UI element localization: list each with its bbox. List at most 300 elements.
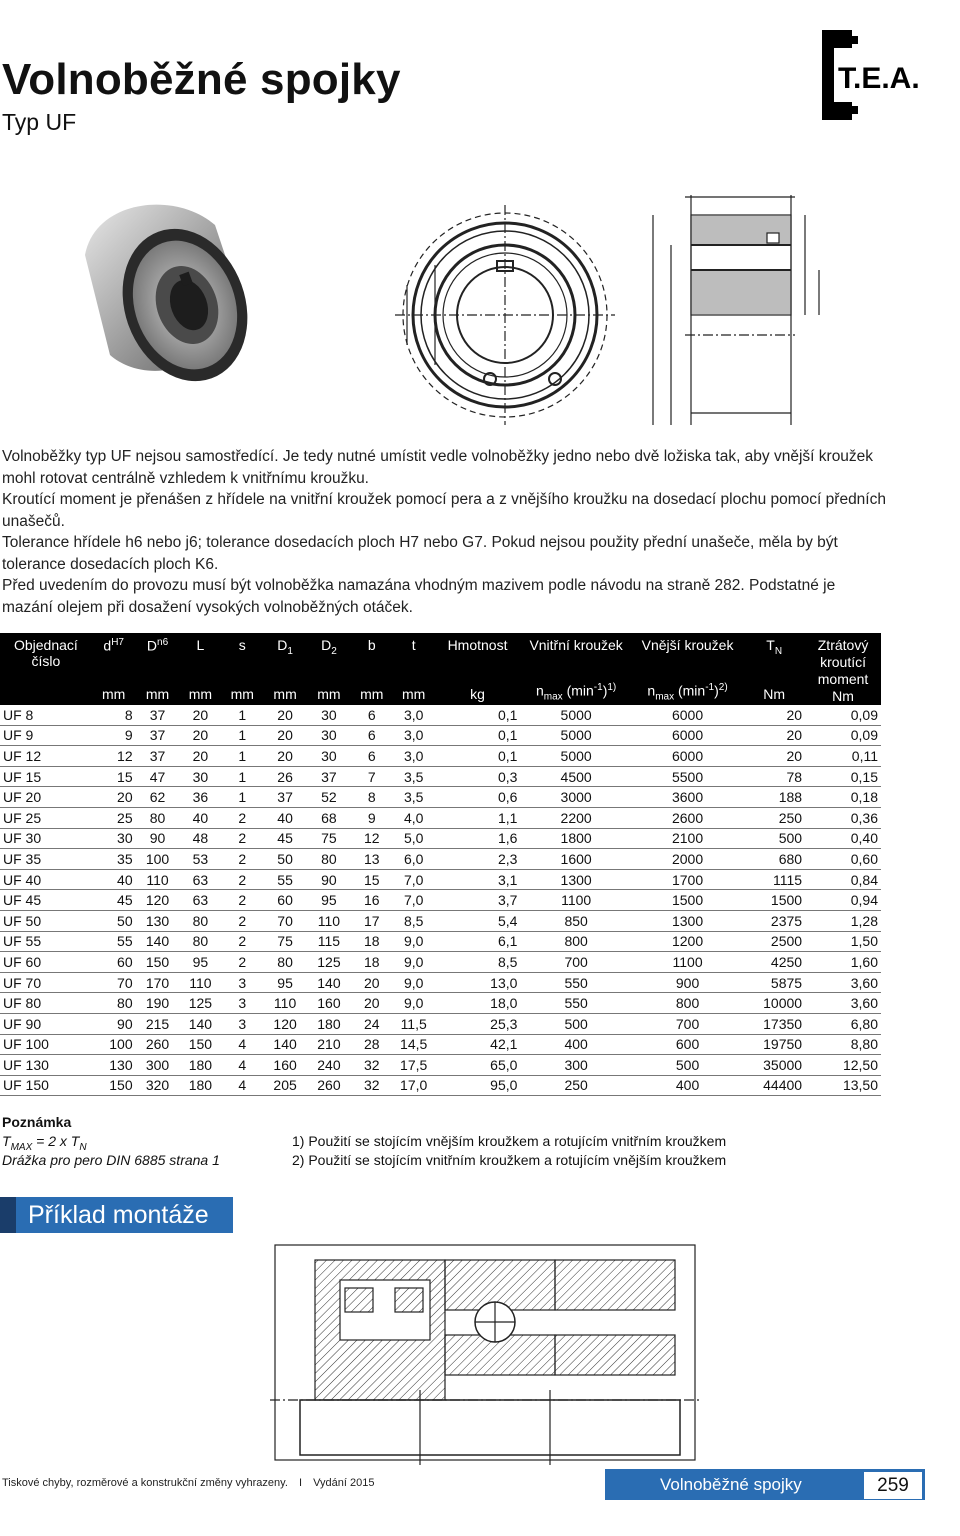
- page-subtitle: Typ UF: [2, 109, 77, 135]
- unit-L: mm: [179, 669, 221, 705]
- table-cell: 25: [92, 807, 136, 828]
- table-cell: 215: [136, 1013, 180, 1034]
- col-t: t: [393, 633, 435, 669]
- table-cell: 1700: [632, 869, 743, 890]
- table-cell: 6,80: [805, 1013, 881, 1034]
- table-cell: 110: [263, 993, 307, 1014]
- table-cell: 80: [179, 910, 221, 931]
- table-cell: 500: [520, 1013, 631, 1034]
- col-b: b: [351, 633, 393, 669]
- table-cell: 80: [92, 993, 136, 1014]
- page-title: Volnoběžné spojky: [2, 55, 401, 104]
- table-row: [0, 993, 881, 1014]
- table-cell: 1,1: [435, 807, 521, 828]
- col-order-number: Objednací číslo: [0, 633, 92, 705]
- intro-paragraph: Tolerance hřídele h6 nebo j6; tolerance dosedacích ploch H7 nebo G7. Pokud nejsou použity přední unašeče, měla by být tolerance dosedacích ploch K6.: [2, 534, 838, 573]
- unit-tn: Nm: [743, 669, 805, 705]
- tmax-formula: $T_{MAX} = 2$ x $T_N$: [2, 1133, 87, 1153]
- table-cell: 320: [136, 1075, 180, 1096]
- table-cell: 180: [179, 1055, 221, 1076]
- table-cell: 3,5: [393, 766, 435, 787]
- table-cell: 6: [351, 746, 393, 767]
- table-cell: 2: [221, 931, 263, 952]
- table-cell: 26: [263, 766, 307, 787]
- footnote-1: 1) Použití se stojícím vnějším kroužkem a rotujícím vnitřním kroužkem: [292, 1133, 727, 1149]
- table-cell: 1800: [520, 828, 631, 849]
- table-cell: 1115: [743, 869, 805, 890]
- unit-d: mm: [92, 669, 136, 705]
- table-cell: 500: [743, 828, 805, 849]
- order-number-cell: UF 60: [0, 952, 92, 973]
- tea-logo: [822, 30, 930, 120]
- table-cell: 3,0: [393, 746, 435, 767]
- table-cell: 680: [743, 849, 805, 870]
- footnote-2: 2) Použití se stojícím vnitřním kroužkem a rotujícím vnějším kroužkem: [292, 1152, 727, 1168]
- table-cell: 35000: [743, 1055, 805, 1076]
- table-cell: 40: [263, 807, 307, 828]
- table-cell: 6000: [632, 705, 743, 725]
- table-cell: 250: [520, 1075, 631, 1096]
- table-cell: 2600: [632, 807, 743, 828]
- table-cell: 13: [351, 849, 393, 870]
- table-row: [0, 807, 881, 828]
- footer-disclaimer: Tiskové chyby, rozměrové a konstrukční změny vyhrazeny. I Vydání 2015: [2, 1477, 375, 1489]
- table-cell: 0,84: [805, 869, 881, 890]
- table-cell: 95: [307, 890, 351, 911]
- table-cell: 20: [179, 725, 221, 746]
- table-cell: 63: [179, 890, 221, 911]
- order-number-cell: UF 70: [0, 972, 92, 993]
- table-cell: 90: [307, 869, 351, 890]
- table-cell: 0,1: [435, 705, 521, 725]
- table-cell: 60: [92, 952, 136, 973]
- specs-table: [0, 633, 881, 1096]
- table-cell: 6000: [632, 725, 743, 746]
- table-cell: 3: [221, 972, 263, 993]
- table-cell: 100: [136, 849, 180, 870]
- table-cell: 4: [221, 1034, 263, 1055]
- table-cell: 2: [221, 890, 263, 911]
- table-cell: 110: [179, 972, 221, 993]
- table-cell: 3,1: [435, 869, 521, 890]
- table-cell: 20: [263, 725, 307, 746]
- table-cell: 3: [221, 993, 263, 1014]
- order-number-cell: UF 9: [0, 725, 92, 746]
- table-cell: 210: [307, 1034, 351, 1055]
- table-cell: 4250: [743, 952, 805, 973]
- table-cell: 550: [520, 993, 631, 1014]
- table-cell: 250: [743, 807, 805, 828]
- table-cell: 80: [263, 952, 307, 973]
- table-cell: 3: [221, 1013, 263, 1034]
- intro-paragraph: Volnoběžky typ UF nejsou samostředící. Je tedy nutné umístit vedle volnoběžky jedno nebo dvě ložiska tak, aby vnější kroužek mohl rotovat centrálně vzhledem k vnitřnímu kroužku.: [2, 448, 874, 487]
- table-cell: 44400: [743, 1075, 805, 1096]
- specs-table-body: [0, 705, 881, 1096]
- table-cell: 1300: [632, 910, 743, 931]
- table-row: [0, 1075, 881, 1096]
- col-L: L: [179, 633, 221, 669]
- table-cell: 70: [263, 910, 307, 931]
- table-cell: 18: [351, 952, 393, 973]
- table-cell: 12,50: [805, 1055, 881, 1076]
- unit-inner-ring: $n_{max}$ $(\min^{-1})^{1)}$: [520, 669, 631, 705]
- table-cell: 12: [92, 746, 136, 767]
- table-cell: 68: [307, 807, 351, 828]
- order-number-cell: UF 25: [0, 807, 92, 828]
- table-cell: 6: [351, 725, 393, 746]
- table-cell: 19750: [743, 1034, 805, 1055]
- table-cell: 17,0: [393, 1075, 435, 1096]
- table-cell: 20: [179, 746, 221, 767]
- table-cell: 8: [351, 787, 393, 808]
- keyway-note: Drážka pro pero DIN 6885 strana 1: [2, 1152, 220, 1168]
- table-cell: 1: [221, 705, 263, 725]
- table-cell: 28: [351, 1034, 393, 1055]
- table-cell: 2: [221, 910, 263, 931]
- table-cell: 8,5: [393, 910, 435, 931]
- table-cell: 5000: [520, 705, 631, 725]
- table-cell: 35: [92, 849, 136, 870]
- table-cell: 550: [520, 972, 631, 993]
- table-cell: 48: [179, 828, 221, 849]
- table-cell: 1,28: [805, 910, 881, 931]
- table-row: [0, 952, 881, 973]
- table-cell: 78: [743, 766, 805, 787]
- table-cell: 5000: [520, 725, 631, 746]
- table-cell: 0,11: [805, 746, 881, 767]
- table-cell: 80: [307, 849, 351, 870]
- table-cell: 140: [136, 931, 180, 952]
- table-cell: 53: [179, 849, 221, 870]
- intro-paragraph: Kroutící moment je přenášen z hřídele na vnitřní kroužek pomocí pera a z vnějšího kroužku na dosedací plochu pomocí předních unašečů.: [2, 491, 886, 530]
- col-weight: Hmotnost: [435, 633, 521, 669]
- table-row: [0, 828, 881, 849]
- table-cell: 65,0: [435, 1055, 521, 1076]
- table-cell: 95: [179, 952, 221, 973]
- table-cell: 5500: [632, 766, 743, 787]
- table-cell: 25,3: [435, 1013, 521, 1034]
- unit-b: mm: [351, 669, 393, 705]
- table-cell: 20: [263, 746, 307, 767]
- table-cell: 180: [307, 1013, 351, 1034]
- table-cell: 20: [743, 746, 805, 767]
- table-cell: 240: [307, 1055, 351, 1076]
- table-cell: 55: [263, 869, 307, 890]
- table-cell: 80: [179, 931, 221, 952]
- table-cell: 4: [221, 1055, 263, 1076]
- mounting-example-drawing: [270, 1240, 700, 1465]
- table-cell: 7: [351, 766, 393, 787]
- technical-drawing: [395, 185, 835, 430]
- table-cell: 5,4: [435, 910, 521, 931]
- table-cell: 15: [92, 766, 136, 787]
- order-number-cell: UF 90: [0, 1013, 92, 1034]
- table-row: [0, 972, 881, 993]
- table-cell: 36: [179, 787, 221, 808]
- table-cell: 180: [179, 1075, 221, 1096]
- table-cell: 14,5: [393, 1034, 435, 1055]
- table-cell: 115: [307, 931, 351, 952]
- table-cell: 4: [221, 1075, 263, 1096]
- table-cell: 20: [263, 705, 307, 725]
- table-row: [0, 931, 881, 952]
- notes: [2, 1113, 902, 1170]
- notes-heading: Poznámka: [2, 1114, 72, 1130]
- table-cell: 9: [92, 725, 136, 746]
- table-cell: 16: [351, 890, 393, 911]
- unit-outer-ring: $n_{max}$ $(\min^{-1})^{2)}$: [632, 669, 743, 705]
- table-cell: 3000: [520, 787, 631, 808]
- table-cell: 150: [179, 1034, 221, 1055]
- page-number: 259: [863, 1471, 923, 1500]
- table-cell: 90: [92, 1013, 136, 1034]
- table-cell: 800: [632, 993, 743, 1014]
- table-cell: 125: [179, 993, 221, 1014]
- table-cell: 9,0: [393, 993, 435, 1014]
- order-number-cell: UF 12: [0, 746, 92, 767]
- table-cell: 62: [136, 787, 180, 808]
- col-s: s: [221, 633, 263, 669]
- table-cell: 400: [632, 1075, 743, 1096]
- table-cell: 2000: [632, 849, 743, 870]
- table-row: [0, 910, 881, 931]
- footer-section-title: Volnoběžné spojky: [660, 1475, 802, 1494]
- order-number-cell: UF 15: [0, 766, 92, 787]
- table-cell: 6,0: [393, 849, 435, 870]
- order-number-cell: UF 100: [0, 1034, 92, 1055]
- intro-paragraph: Před uvedením do provozu musí být volnoběžka namazána vhodným mazivem podle návodu na straně 282. Podstatné je mazání olejem při dosažení vysokých volnoběžných otáček.: [2, 577, 836, 616]
- table-cell: 37: [136, 705, 180, 725]
- table-row: [0, 766, 881, 787]
- table-cell: 18,0: [435, 993, 521, 1014]
- order-number-cell: UF 55: [0, 931, 92, 952]
- table-cell: 100: [92, 1034, 136, 1055]
- table-cell: 32: [351, 1075, 393, 1096]
- table-cell: 1,6: [435, 828, 521, 849]
- table-cell: 3,60: [805, 972, 881, 993]
- table-cell: 3,7: [435, 890, 521, 911]
- table-cell: 8,80: [805, 1034, 881, 1055]
- table-cell: 20: [743, 725, 805, 746]
- example-heading-marker: [0, 1197, 16, 1233]
- col-D: $D^{n6}$: [136, 633, 180, 669]
- order-number-cell: UF 50: [0, 910, 92, 931]
- table-cell: 130: [92, 1055, 136, 1076]
- table-cell: 600: [632, 1034, 743, 1055]
- col-outer-ring: Vnější kroužek: [632, 633, 743, 669]
- table-cell: 0,60: [805, 849, 881, 870]
- table-cell: 140: [263, 1034, 307, 1055]
- table-cell: 37: [263, 787, 307, 808]
- table-row: [0, 787, 881, 808]
- table-cell: 3,60: [805, 993, 881, 1014]
- table-cell: 5,0: [393, 828, 435, 849]
- table-cell: 20: [351, 972, 393, 993]
- table-cell: 30: [92, 828, 136, 849]
- table-cell: 2,3: [435, 849, 521, 870]
- table-row: [0, 1013, 881, 1034]
- table-cell: 1,50: [805, 931, 881, 952]
- table-cell: 1600: [520, 849, 631, 870]
- table-cell: 3,0: [393, 705, 435, 725]
- table-cell: 10000: [743, 993, 805, 1014]
- table-cell: 18: [351, 931, 393, 952]
- order-number-cell: UF 130: [0, 1055, 92, 1076]
- table-cell: 7,0: [393, 890, 435, 911]
- table-cell: 150: [92, 1075, 136, 1096]
- table-cell: 260: [136, 1034, 180, 1055]
- table-cell: 0,09: [805, 705, 881, 725]
- table-cell: 17350: [743, 1013, 805, 1034]
- table-cell: 6,1: [435, 931, 521, 952]
- table-cell: 300: [520, 1055, 631, 1076]
- order-number-cell: UF 150: [0, 1075, 92, 1096]
- table-row: [0, 869, 881, 890]
- table-cell: 1: [221, 766, 263, 787]
- order-number-cell: UF 8: [0, 705, 92, 725]
- table-cell: 80: [136, 807, 180, 828]
- table-cell: 95: [263, 972, 307, 993]
- table-cell: 400: [520, 1034, 631, 1055]
- table-cell: 8,5: [435, 952, 521, 973]
- table-row: [0, 890, 881, 911]
- order-number-cell: UF 30: [0, 828, 92, 849]
- table-cell: 2200: [520, 807, 631, 828]
- table-cell: 9,0: [393, 972, 435, 993]
- table-cell: 0,94: [805, 890, 881, 911]
- table-cell: 120: [136, 890, 180, 911]
- table-cell: 3,5: [393, 787, 435, 808]
- table-cell: 13,0: [435, 972, 521, 993]
- table-cell: 1: [221, 746, 263, 767]
- table-cell: 45: [263, 828, 307, 849]
- col-drag-torque: Ztrátový kroutící moment Nm: [805, 633, 881, 705]
- table-cell: 140: [307, 972, 351, 993]
- intro-text: [2, 446, 887, 618]
- table-cell: 55: [92, 931, 136, 952]
- table-cell: 5875: [743, 972, 805, 993]
- table-cell: 0,3: [435, 766, 521, 787]
- unit-D2: mm: [307, 669, 351, 705]
- table-row: [0, 705, 881, 725]
- table-cell: 95,0: [435, 1075, 521, 1096]
- table-cell: 150: [136, 952, 180, 973]
- table-cell: 205: [263, 1075, 307, 1096]
- col-inner-ring: Vnitřní kroužek: [520, 633, 631, 669]
- table-cell: 900: [632, 972, 743, 993]
- table-cell: 1100: [520, 890, 631, 911]
- table-cell: 0,09: [805, 725, 881, 746]
- table-cell: 110: [136, 869, 180, 890]
- table-cell: 6000: [632, 746, 743, 767]
- table-cell: 160: [263, 1055, 307, 1076]
- table-cell: 1: [221, 787, 263, 808]
- table-cell: 30: [307, 746, 351, 767]
- table-cell: 170: [136, 972, 180, 993]
- table-cell: 20: [351, 993, 393, 1014]
- table-cell: 40: [179, 807, 221, 828]
- unit-s: mm: [221, 669, 263, 705]
- table-cell: 30: [307, 725, 351, 746]
- table-cell: 0,36: [805, 807, 881, 828]
- table-cell: 15: [351, 869, 393, 890]
- table-cell: 30: [179, 766, 221, 787]
- unit-D1: mm: [263, 669, 307, 705]
- table-cell: 125: [307, 952, 351, 973]
- table-cell: 47: [136, 766, 180, 787]
- example-heading: Příklad montáže: [28, 1201, 209, 1229]
- table-row: [0, 849, 881, 870]
- table-cell: 260: [307, 1075, 351, 1096]
- table-cell: 11,5: [393, 1013, 435, 1034]
- table-cell: 75: [263, 931, 307, 952]
- table-cell: 12: [351, 828, 393, 849]
- table-cell: 20: [179, 705, 221, 725]
- table-cell: 50: [92, 910, 136, 931]
- table-row: [0, 746, 881, 767]
- table-cell: 37: [136, 725, 180, 746]
- col-tn: $T_N$: [743, 633, 805, 669]
- table-cell: 17: [351, 910, 393, 931]
- table-cell: 9: [351, 807, 393, 828]
- table-cell: 45: [92, 890, 136, 911]
- table-cell: 13,50: [805, 1075, 881, 1096]
- table-cell: 0,40: [805, 828, 881, 849]
- table-cell: 9,0: [393, 931, 435, 952]
- table-cell: 6: [351, 705, 393, 725]
- table-cell: 8: [92, 705, 136, 725]
- table-cell: 50: [263, 849, 307, 870]
- table-cell: 1300: [520, 869, 631, 890]
- table-cell: 4,0: [393, 807, 435, 828]
- table-cell: 1500: [632, 890, 743, 911]
- table-cell: 4500: [520, 766, 631, 787]
- table-cell: 40: [92, 869, 136, 890]
- table-cell: 2: [221, 952, 263, 973]
- table-row: [0, 1034, 881, 1055]
- table-row: [0, 1055, 881, 1076]
- table-cell: 1500: [743, 890, 805, 911]
- table-cell: 0,1: [435, 725, 521, 746]
- table-cell: 120: [263, 1013, 307, 1034]
- table-cell: 2500: [743, 931, 805, 952]
- table-cell: 0,18: [805, 787, 881, 808]
- table-cell: 188: [743, 787, 805, 808]
- table-cell: 17,5: [393, 1055, 435, 1076]
- table-cell: 500: [632, 1055, 743, 1076]
- table-cell: 20: [743, 705, 805, 725]
- table-cell: 2: [221, 828, 263, 849]
- table-cell: 2100: [632, 828, 743, 849]
- table-cell: 70: [92, 972, 136, 993]
- table-cell: 2: [221, 849, 263, 870]
- table-units-row: [0, 669, 881, 705]
- table-cell: 160: [307, 993, 351, 1014]
- table-cell: 9,0: [393, 952, 435, 973]
- table-cell: 850: [520, 910, 631, 931]
- table-cell: 52: [307, 787, 351, 808]
- table-cell: 60: [263, 890, 307, 911]
- table-cell: 42,1: [435, 1034, 521, 1055]
- table-cell: 24: [351, 1013, 393, 1034]
- table-cell: 130: [136, 910, 180, 931]
- table-cell: 20: [92, 787, 136, 808]
- table-cell: 37: [136, 746, 180, 767]
- unit-weight: kg: [435, 669, 521, 705]
- table-cell: 190: [136, 993, 180, 1014]
- unit-D: mm: [136, 669, 180, 705]
- col-d: $d^{H7}$: [92, 633, 136, 669]
